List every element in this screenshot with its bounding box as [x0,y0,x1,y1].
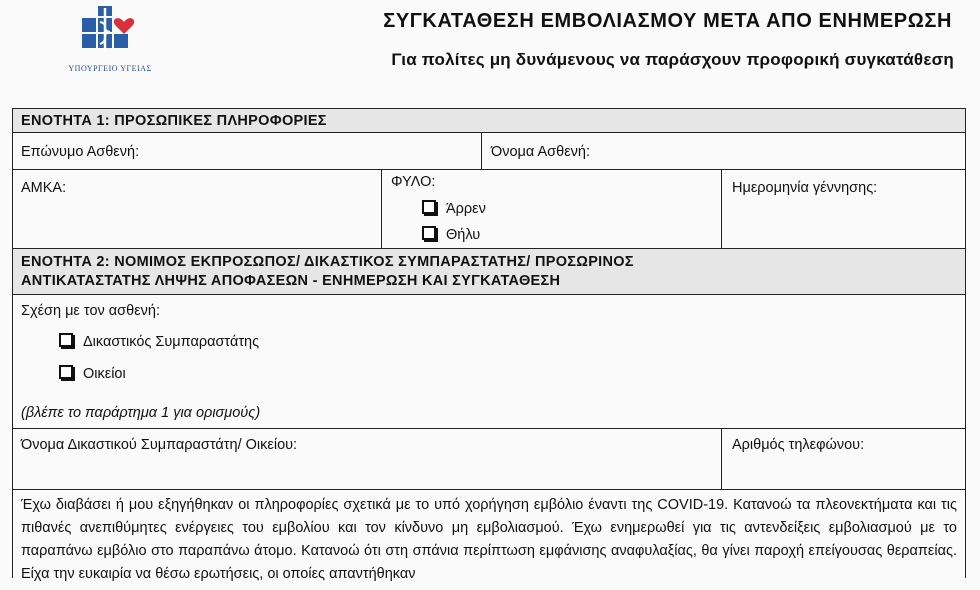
gender-option-male[interactable] [422,200,486,217]
guardian-label: Δικαστικός Συμπαραστάτης [83,334,260,350]
consent-text: Έχω διαβάσει ή μου εξηγήθηκαν οι πληροφορίες σχετικά με το υπό χορήγηση εμβόλιο έναντι της COVID-19. Κατανοώ τα πλεονεκτήματα και τις πιθανές ανεπιθύμητες ενέργειες του εμβολίου και τον κίνδυνο μη εμβολιασμού. Έχω ενημερωθεί για τις αντενδείξεις εμβολιασμού με το παραπάνω εμβόλιο στο παραπάνω άτομο. Κατανοώ ότι στη σπάνια περίπτωση εμφάνισης αναφυλαξίας, θα γίνει παροχή επείγουσας θεραπείας. Είχα την ευκαιρία να θέσω ερωτήσεις, οι οποίες απαντήθηκαν [21,497,957,582]
gender-label: ΦΥΛΟ: [391,174,436,190]
section1-title: ΕΝΟΤΗΤΑ 1: ΠΡΟΣΩΠΙΚΕΣ ΠΛΗΡΟΦΟΡΙΕΣ [21,113,327,129]
phone-label: Αριθμός τηλεφώνου: [732,437,865,453]
definitions-note: (βλέπε το παράρτημα 1 για ορισμούς) [21,405,261,421]
guardian-row [13,429,965,490]
page-title: ΣΥΓΚΑΤΑΘΕΣΗ ΕΜΒΟΛΙΑΣΜΟΥ ΜΕΤΑ ΑΠΟ ΕΝΗΜΕΡΩΣΗ [383,10,952,32]
male-checkbox[interactable] [422,200,436,214]
female-label: Θήλυ [446,227,481,243]
guardian-name-label: Όνομα Δικαστικού Συμπαραστάτη/ Οικείου: [21,437,298,453]
consent-form [12,108,966,582]
phone-field[interactable] [721,429,965,489]
gender-field [381,170,721,248]
section2-title-line1: ΕΝΟΤΗΤΑ 2: ΝΟΜΙΜΟΣ ΕΚΠΡΟΣΩΠΟΣ/ ΔΙΚΑΣΤΙΚΟΣ ΣΥΜΠΑΡΑΣΤΑΤΗΣ/ ΠΡΟΣΩΡΙΝΟΣ [21,254,634,270]
relation-row [13,295,965,429]
dob-field[interactable] [721,170,965,248]
female-checkbox[interactable] [422,226,436,240]
ministry-health-emblem-icon [80,4,136,56]
ministry-logo [50,0,170,80]
relation-label: Σχέση με τον ασθενή: [21,303,160,319]
gender-option-female[interactable] [422,226,480,243]
section2-header [13,249,965,295]
relatives-checkbox[interactable] [59,365,73,379]
amka-label: ΑΜΚΑ: [21,180,67,196]
dob-label: Ημερομηνία γέννησης: [732,180,878,196]
male-label: Άρρεν [446,201,486,217]
relation-option-guardian[interactable] [59,333,259,350]
amka-field[interactable] [13,170,381,248]
section2-title-line2: ΑΝΤΙΚΑΤΑΣΤΑΤΗΣ ΛΗΨΗΣ ΑΠΟΦΑΣΕΩΝ - ΕΝΗΜΕΡΩΣΗ ΚΑΙ ΣΥΓΚΑΤΑΘΕΣΗ [21,273,561,289]
name-field[interactable] [481,133,965,169]
guardian-name-field[interactable] [13,429,721,489]
page-subtitle: Για πολίτες μη δυνάμενους να παράσχουν προφορική συγκατάθεση [391,50,954,69]
patient-details-row [13,170,965,249]
section1-header [13,109,965,133]
guardian-checkbox[interactable] [59,333,73,347]
consent-row [13,490,965,590]
surname-label: Επώνυμο Ασθενή: [21,144,140,160]
relatives-label: Οικείοι [83,366,126,382]
patient-name-row [13,133,965,170]
ministry-label: ΥΠΟΥΡΓΕΙΟ ΥΓΕΙΑΣ [68,64,152,73]
name-label: Όνομα Ασθενή: [491,144,591,160]
relation-option-relatives[interactable] [59,365,126,382]
surname-field[interactable] [13,133,481,169]
